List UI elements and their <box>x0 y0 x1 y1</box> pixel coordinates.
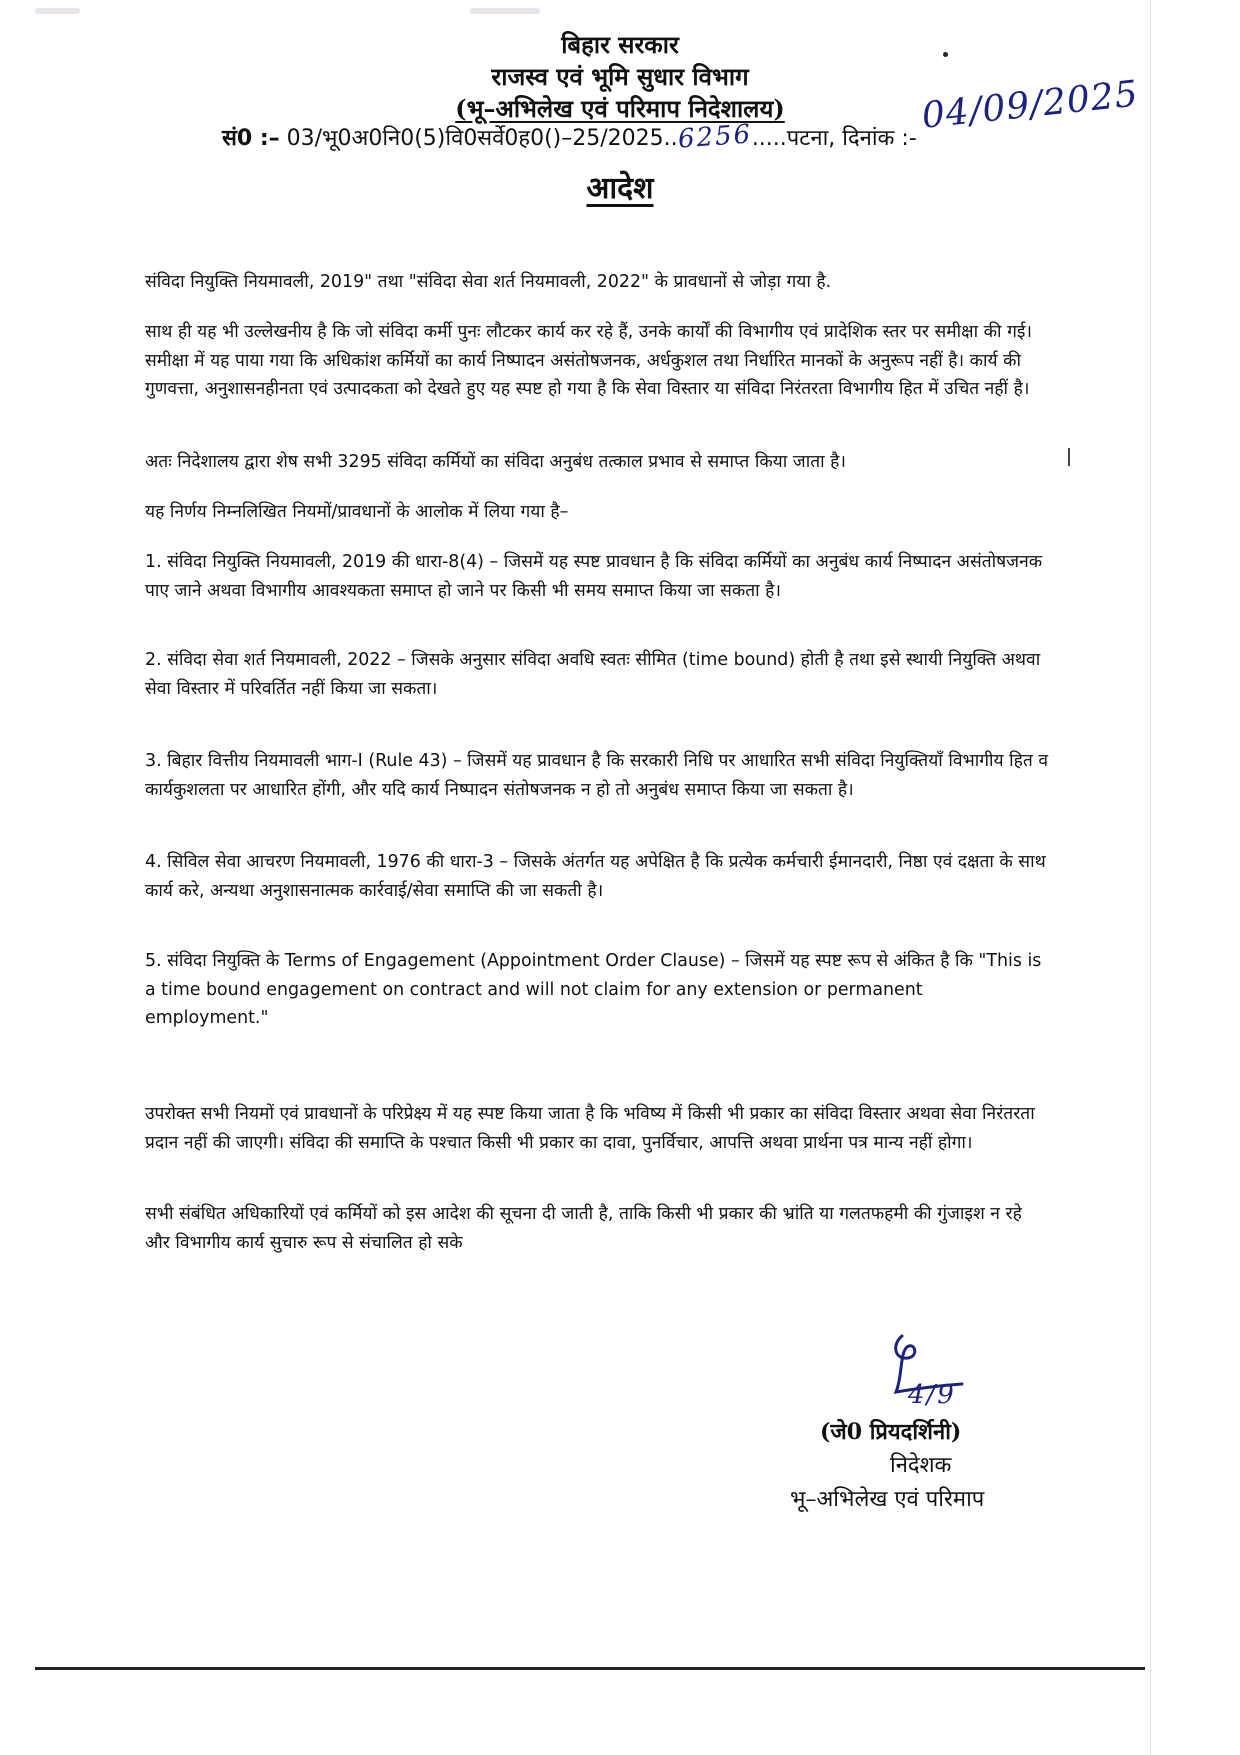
signature-block <box>790 1330 1090 1570</box>
reference-prefix: 03/भू0अ0नि0(5)वि0सर्वे0ह0()–25/2025.. <box>286 126 678 151</box>
rule-item: 2. संविदा सेवा शर्त नियमावली, 2022 – जिसके अनुसार संविदा अवधि स्वतः सीमित (time bound) होती है तथा इसे स्थायी नियुक्ति अथवा सेवा विस्तार में परिवर्तित नहीं किया जा सकता। <box>145 650 1041 699</box>
directorate-heading: (भू–अभिलेख एवं परिमाप निदेशालय) <box>455 94 785 123</box>
paragraph: साथ ही यह भी उल्लेखनीय है कि जो संविदा कर्मी पुनः लौटकर कार्य कर रहे हैं, उनके कार्यों की विभागीय एवं प्रादेशिक स्तर पर समीक्षा की गई। समीक्षा में यह पाया गया कि अधिकांश कर्मियों का कार्य निष्पादन असंतोषजनक, अर्धकुशल तथा निर्धारित मानकों के अनुरूप नहीं है। कार्य की गुणवत्ता, अनुशासनहीनता एवं उत्पादकता को देखते हुए यह स्पष्ट हो गया है कि सेवा विस्तार या संविदा निरंतरता विभागीय हित में उचित नहीं है। <box>145 322 1032 399</box>
bottom-rule <box>35 1667 1145 1670</box>
rule-item: 5. संविदा नियुक्ति के Terms of Engagement (Appointment Order Clause) – जिसमें यह स्पष्ट रूप से अंकित है कि "This is a time bound engagement on contract and will not claim for any extension or permanent employment." <box>145 951 1042 1028</box>
rule-item: 1. संविदा नियुक्ति नियमावली, 2019 की धारा-8(4) – जिसमें यह स्पष्ट प्रावधान है कि संविदा कर्मियों का अनुबंध कार्य निष्पादन असंतोषजनक पाए जाने अथवा विभागीय आवश्यकता समाप्त हो जाने पर किसी भी समय समाप्त किया जा सकता है। <box>145 552 1043 601</box>
closing-paragraph: सभी संबंधित अधिकारियों एवं कर्मियों को इस आदेश की सूचना दी जाती है, ताकि किसी भी प्रकार की भ्रांति या गलतफहमी की गुंजाइश न रहे और विभागीय कार्य सुचारु रूप से संचालित हो सके <box>145 1204 1022 1253</box>
signatory-name: (जे0 प्रियदर्शिनी) <box>820 1419 962 1445</box>
paragraph: संविदा नियुक्ति नियमावली, 2019" तथा "संविदा सेवा शर्त नियमावली, 2022" के प्रावधानों से जोड़ा गया है. <box>145 272 832 292</box>
rule-item: 3. बिहार वित्तीय नियमावली भाग-I (Rule 43) – जिसमें यह प्रावधान है कि सरकारी निधि पर आधारित सभी संविदा नियुक्तियाँ विभागीय हित व कार्यकुशलता पर आधारित होंगी, और यदि कार्य निष्पादन संतोषजनक न हो तो अनुबंध समाप्त किया जा सकता है। <box>145 751 1048 800</box>
department-heading: राजस्व एवं भूमि सुधार विभाग <box>491 62 749 91</box>
page-edge <box>1150 0 1151 1755</box>
signature-date: 4/9 <box>908 1380 956 1410</box>
order-title: आदेश <box>586 171 654 206</box>
closing-paragraph: उपरोक्त सभी नियमों एवं प्रावधानों के परिप्रेक्ष्य में यह स्पष्ट किया जाता है कि भविष्य में किसी भी प्रकार का संविदा विस्तार अथवा सेवा निरंतरता प्रदान नहीं की जाएगी। संविदा की समाप्ति के पश्चात किसी भी प्रकार का दावा, पुनर्विचार, आपत्ति अथवा प्रार्थना पत्र मान्य नहीं होगा। <box>145 1104 1035 1153</box>
government-heading: बिहार सरकार <box>561 30 679 59</box>
signatory-office: भू–अभिलेख एवं परिमाप <box>790 1487 985 1512</box>
signatory-designation: निदेशक <box>890 1453 952 1478</box>
scan-smudge <box>35 8 80 14</box>
reference-suffix: .....पटना, दिनांक :- <box>751 126 917 151</box>
scan-mark <box>1068 448 1070 466</box>
rule-item: 4. सिविल सेवा आचरण नियमावली, 1976 की धारा-3 – जिसके अंतर्गत यह अपेक्षित है कि प्रत्येक कर्मचारी ईमानदारी, निष्ठा एवं दक्षता के साथ कार्य करे, अन्यथा अनुशासनात्मक कार्रवाई/सेवा समाप्ति की जा सकती है। <box>145 852 1046 901</box>
paragraph: अतः निदेशालय द्वारा शेष सभी 3295 संविदा कर्मियों का संविदा अनुबंध तत्काल प्रभाव से समाप्त किया जाता है। <box>145 452 846 472</box>
paragraph: यह निर्णय निम्नलिखित नियमों/प्रावधानों के आलोक में लिया गया है– <box>145 502 569 522</box>
scan-smudge <box>470 8 540 14</box>
handwritten-reference-number: 6256 <box>676 119 753 155</box>
reference-label: सं0 :– <box>222 126 280 151</box>
handwritten-date: 04/09/2025 <box>919 73 1141 137</box>
